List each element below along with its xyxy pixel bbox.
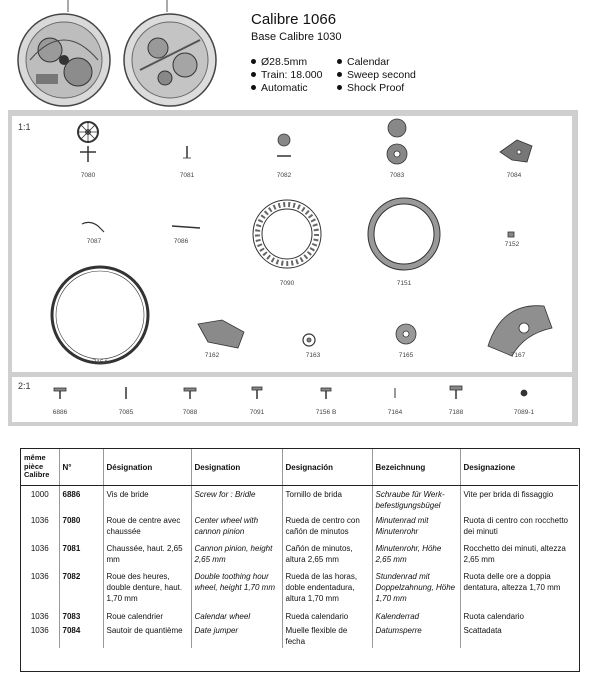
small-block-part (508, 232, 514, 237)
automatic-bridge-part (488, 306, 552, 356)
calendar-wheel-part (387, 119, 407, 164)
spec-item: Ø28.5mm (251, 56, 307, 68)
part-number-label: 7151 (396, 280, 412, 287)
part-number-label: 7089-1 (513, 409, 535, 416)
part-number-label: 7167 (510, 352, 526, 359)
hour-wheel-part (277, 134, 291, 156)
cannon-pinion-part (183, 146, 191, 158)
part-number-label: 7088 (182, 409, 198, 416)
spec-item: Shock Proof (337, 82, 404, 94)
spec-item: Train: 18.000 (251, 69, 322, 81)
column-header: Désignation (103, 449, 191, 486)
center-wheel-part (78, 122, 98, 162)
rotor-segment-part (198, 320, 244, 348)
part-number-label: 6886 (52, 409, 68, 416)
parts-drawings (12, 116, 572, 422)
part-number-label: 7085 (118, 409, 134, 416)
part-number-label: 7154 (92, 359, 108, 366)
part-number-label: 7152 (504, 241, 520, 248)
table-row: 1000 6886 Vis de bride Screw for : Bridle Tornillo de brida Schraube für Werk-befestigungsbügel Vite per brida di fissaggio (21, 486, 578, 512)
table-row: 1036 7081 Chaussée, haut. 2,65 mm Cannon pinion, height 2,65 mm Cañón de minutos, altura 2,65 mm Minutenrohr, Höhe 2,65 mm Rocchetto dei minuti, altezza 2,65 mm (21, 540, 578, 568)
part-number-label: 7084 (506, 172, 522, 179)
table-header-row (21, 449, 578, 486)
spec-item: Calendar (337, 56, 390, 68)
part-number-label: 7083 (389, 172, 405, 179)
column-header: Designación (282, 449, 372, 486)
screw-part (252, 387, 262, 399)
column-header: Bezeichnung (372, 449, 460, 486)
movement-back-side-photo (124, 14, 216, 106)
scale-label: 2:1 (18, 381, 31, 391)
part-number-label: 7164 (387, 409, 403, 416)
bullet-icon (251, 85, 256, 90)
column-header: Designation (191, 449, 282, 486)
bullet-icon (337, 85, 342, 90)
bridge-small-part (303, 334, 315, 346)
scale-label: 1:1 (18, 122, 31, 132)
screw-part (321, 388, 331, 399)
part-number-label: 7082 (276, 172, 292, 179)
column-header: Designazione (460, 449, 578, 486)
date-ring-part (253, 200, 321, 268)
part-number-label: 7081 (179, 172, 195, 179)
spring-part (82, 222, 104, 232)
part-number-label: 7163 (305, 352, 321, 359)
spring-ring-part (52, 267, 148, 363)
movement-dial-side-photo (18, 14, 110, 106)
bullet-icon (251, 59, 256, 64)
bullet-icon (251, 72, 256, 77)
part-number-label: 7165 (398, 352, 414, 359)
part-number-label: 7091 (249, 409, 265, 416)
screw-part (521, 390, 527, 396)
part-number-label: 7090 (279, 280, 295, 287)
screw-part (54, 388, 66, 399)
part-number-label: 7162 (204, 352, 220, 359)
table-row: 1036 7080 Roue de centre avec chaussée Center wheel with cannon pinion Rueda de centro con cañón de minutos Minutenrad mit Minutenrohr Ruota di centro con rocchetto dei minuti (21, 512, 578, 540)
lever-part (172, 226, 200, 228)
table-row: 1036 7082 Roue des heures, double denture, haut. 1,70 mm Double toothing hour wheel, height 1,70 mm Rueda de las horas, doble endentadura, altura 1,70 mm Stundenrad mit Doppelzahnung, Höhe 1,70 mm Ruota delle ore a doppia dentatura, altezza 1,70 mm (21, 568, 578, 608)
part-number-label: 7156 B (315, 409, 337, 416)
base-calibre: Base Calibre 1030 (251, 31, 342, 43)
spec-item: Automatic (251, 82, 308, 94)
parts-table (21, 449, 578, 648)
part-number-label: 7087 (86, 238, 102, 245)
table-row: 1036 7084 Sautoir de quantième Date jumper Muelle flexible de fecha Datumsperre Scattadata (21, 622, 578, 648)
bullet-icon (337, 59, 342, 64)
page-title: Calibre 1066 (251, 11, 337, 28)
bullet-icon (337, 72, 342, 77)
casing-ring-part (368, 198, 440, 270)
spec-item: Sweep second (337, 69, 416, 81)
screw-part (450, 386, 462, 399)
part-number-label: 7086 (173, 238, 189, 245)
part-number-label: 7080 (80, 172, 96, 179)
reversing-wheel-part (396, 324, 416, 344)
part-number-label: 7188 (448, 409, 464, 416)
column-header: N° (59, 449, 103, 486)
movement-photos (10, 0, 230, 108)
column-header: même pièce Calibre (21, 449, 59, 486)
date-jumper-part (500, 140, 532, 162)
screw-part (184, 388, 196, 399)
table-row: 1036 7083 Roue calendrier Calendar wheel Rueda calendario Kalenderrad Ruota calendario (21, 608, 578, 622)
